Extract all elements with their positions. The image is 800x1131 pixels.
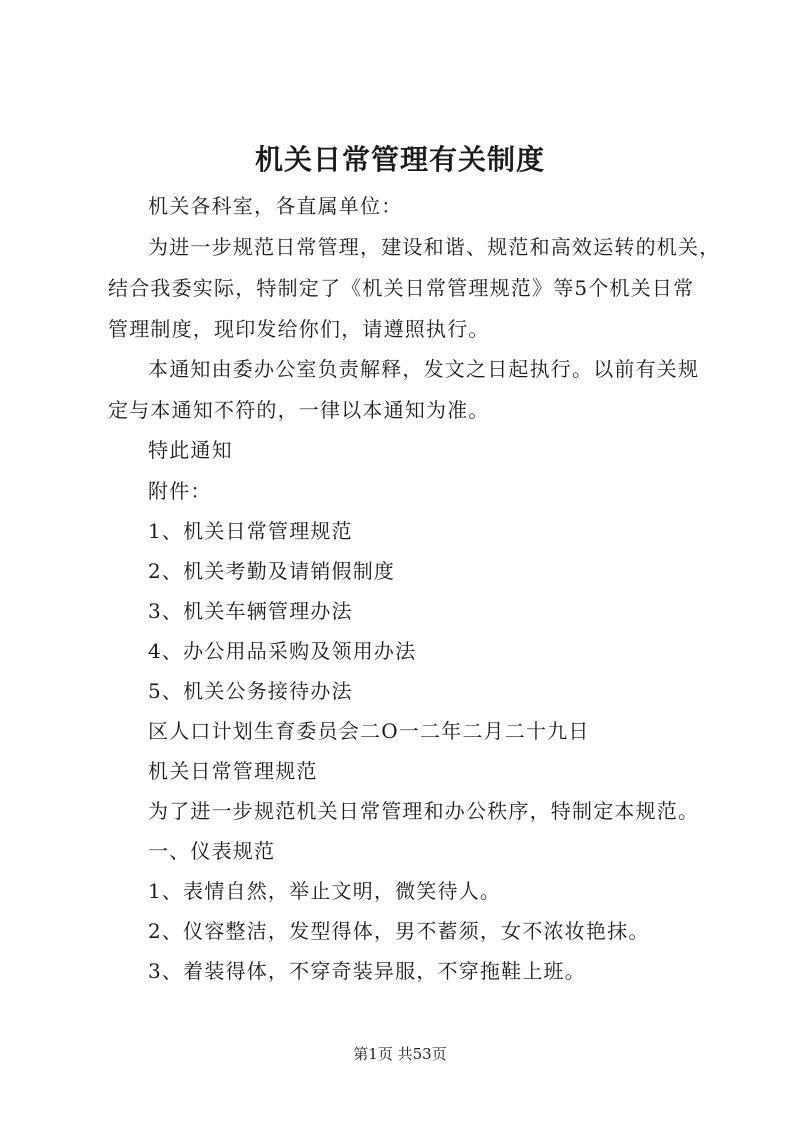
paragraph-line: 结合我委实际，特制定了《机关日常管理规范》等5个机关日常	[108, 276, 695, 300]
paragraph-line: 管理制度，现印发给你们，请遵照执行。	[108, 317, 490, 341]
rule-item: 2、仪容整洁，发型得体，男不蓄须，女不浓妆艳抹。	[148, 919, 650, 943]
paragraph-line: 为进一步规范日常管理，建设和谐、规范和高效运转的机关，	[148, 235, 721, 259]
page-footer: 第1页 共53页	[353, 1045, 447, 1063]
attachment-item: 5、机关公务接待办法	[148, 679, 353, 703]
paragraph-line: 定与本通知不符的，一律以本通知为准。	[108, 398, 490, 422]
salutation: 机关各科室，各直属单位：	[148, 194, 403, 218]
attachments-heading: 附件：	[148, 479, 212, 503]
rule-item: 3、着装得体，不穿奇装异服，不穿拖鞋上班。	[148, 959, 586, 983]
section-title: 机关日常管理规范	[148, 759, 318, 783]
attachment-item: 1、机关日常管理规范	[148, 519, 353, 543]
paragraph-line: 为了进一步规范机关日常管理和办公秩序，特制定本规范。	[148, 799, 700, 823]
closing-line: 特此通知	[148, 438, 233, 462]
attachment-item: 4、办公用品采购及领用办法	[148, 639, 417, 663]
attachment-item: 2、机关考勤及请销假制度	[148, 559, 396, 583]
attachment-item: 3、机关车辆管理办法	[148, 599, 353, 623]
rule-item: 1、表情自然，举止文明，微笑待人。	[148, 879, 502, 903]
document-title: 机关日常管理有关制度	[254, 143, 545, 176]
issuer-date: 区人口计划生育委员会二O一二年二月二十九日	[148, 719, 590, 743]
paragraph-line: 本通知由委办公室负责解释，发文之日起执行。以前有关规	[148, 357, 700, 381]
section-heading: 一、仪表规范	[148, 839, 276, 863]
